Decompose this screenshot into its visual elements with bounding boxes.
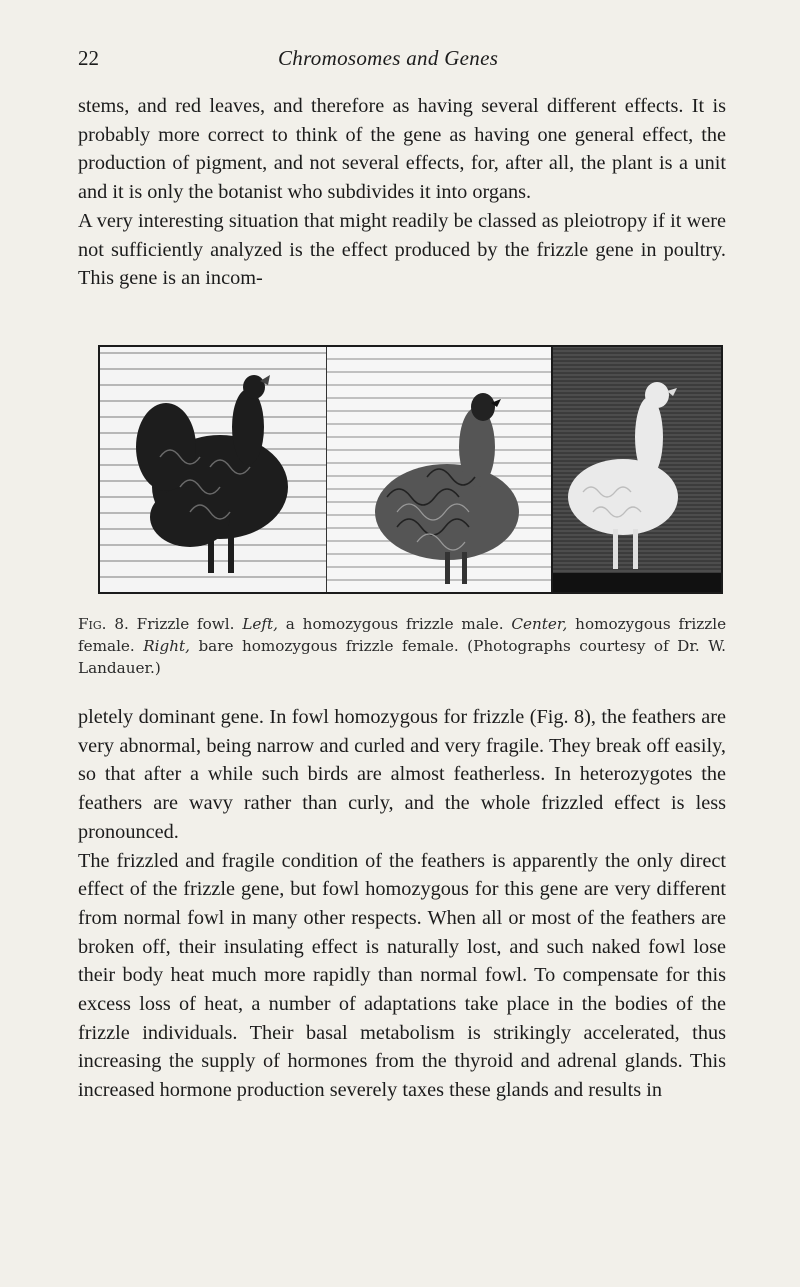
caption-left-word: Left, bbox=[242, 615, 278, 633]
figure-label: Fig. 8. bbox=[78, 615, 129, 633]
paragraph-frizzle-cont: pletely dominant gene. In fowl homozygous for frizzle (Fig. 8), the feathers are very abnormal, being narrow and curled and very fragile. They break off easily, so that after a while such birds are almost featherless. In heterozygotes the feathers are wavy rather than curly, and the whole frizzled effect is less pronounced. bbox=[78, 706, 726, 843]
page-number: 22 bbox=[78, 46, 99, 70]
caption-center-desc: homozygous frizzle female. bbox=[78, 615, 727, 655]
caption-left-desc: a homozygous frizzle male. bbox=[285, 615, 504, 633]
text-block-bottom bbox=[78, 703, 726, 1105]
caption-center-word: Center, bbox=[511, 615, 568, 633]
photo-right-bare-female bbox=[553, 347, 721, 592]
hen-photo-illustration bbox=[327, 347, 553, 592]
paragraph-continued: stems, and red leaves, and therefore as having several different effects. It is probably more correct to think of the gene as having one general effect, the production of pigment, and not several effects, for, after all, the plant is a unit and it is only the botanist who subdivides it into organs. bbox=[78, 95, 726, 204]
running-head: Chromosomes and Genes bbox=[278, 46, 499, 70]
rooster-photo-illustration bbox=[100, 347, 327, 592]
photo-left-homozygous-male bbox=[100, 347, 327, 592]
paragraph-frizzle-intro: A very interesting situation that might readily be classed as pleiotropy if it were not sufficiently analyzed is the effect produced by the frizzle gene in poultry. This gene is an incom- bbox=[78, 209, 726, 290]
caption-lead: Frizzle fowl. bbox=[136, 615, 235, 633]
text-block-top bbox=[78, 92, 726, 293]
caption-right-desc: bare homozygous frizzle female. (Photographs courtesy of Dr. W. Landauer.) bbox=[78, 637, 727, 677]
photo-center-homozygous-female bbox=[327, 347, 553, 592]
figure-caption bbox=[78, 613, 726, 679]
paragraph-metabolism: The frizzled and fragile condition of the feathers is apparently the only direct effect of the frizzle gene, but fowl homozygous for this gene are very different from normal fowl in many other respects. When all or most of the feathers are broken off, their insulating effect is naturally lost, and such naked fowl lose their body heat much more rapidly than normal fowl. To compensate for this excess loss of heat, a number of adaptations take place in the bodies of the frizzle individuals. Their basal metabolism is strikingly accelerated, thus increasing the supply of hormones from the thyroid and adrenal glands. This increased hormone production severely taxes these glands and results in bbox=[78, 849, 726, 1102]
figure-frizzle-fowl bbox=[98, 345, 723, 594]
caption-right-word: Right, bbox=[143, 637, 190, 655]
bare-hen-photo-illustration bbox=[553, 347, 721, 592]
